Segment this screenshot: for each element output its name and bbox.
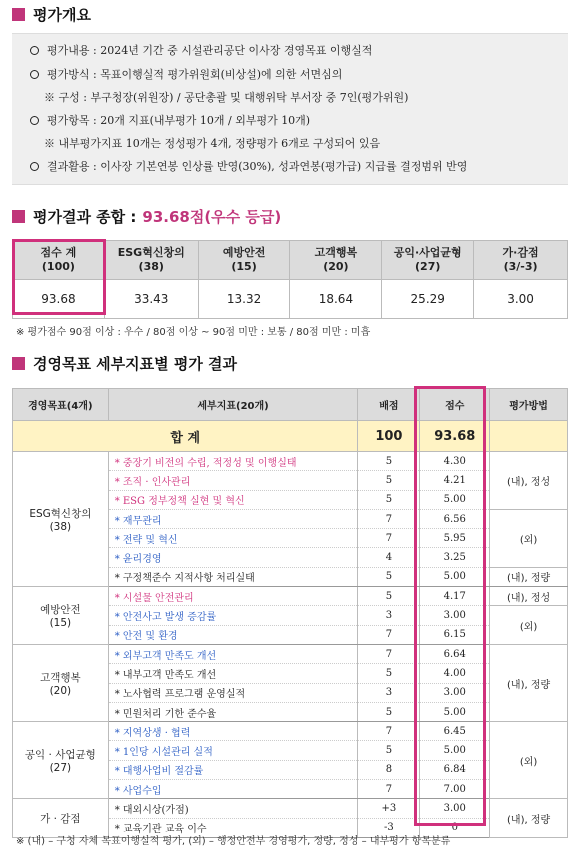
score-cell: 5.00 — [420, 567, 490, 586]
goal-name: 고객행복 — [40, 671, 81, 684]
table-row — [13, 722, 568, 741]
overview-line: 평가방식 : 목표이행실적 평가위원회(비상설)에 의한 서면심의 — [30, 66, 342, 82]
overview-title: 평가개요 — [33, 6, 91, 24]
goal-name: ESG혁신창의 — [29, 507, 92, 520]
points-cell: 5 — [358, 664, 420, 683]
points-cell: 5 — [358, 452, 420, 471]
method-cell: (내), 정성 — [490, 587, 568, 606]
method-cell: (외) — [490, 722, 568, 799]
score-cell: 6.84 — [420, 760, 490, 779]
summary-header: 점수 계 (100) — [13, 241, 105, 280]
indicator-cell: * 지역상생 · 협력 — [108, 722, 358, 741]
detail-header: 배점 — [358, 389, 420, 421]
indicator-cell: * 전략 및 혁신 — [108, 529, 358, 548]
circle-bullet-icon — [30, 116, 39, 125]
score-cell: 6.56 — [420, 509, 490, 528]
summary-value: 25.29 — [382, 280, 474, 319]
indicator-cell: * 중장기 비전의 수립, 적정성 및 이행실태 — [108, 452, 358, 471]
goal-weight: (38) — [49, 520, 72, 533]
overview-line: 평가항목 : 20개 지표(내부평가 10개 / 외부평가 10개) — [30, 112, 310, 128]
circle-bullet-icon — [30, 70, 39, 79]
points-cell: +3 — [358, 799, 420, 818]
summary-header: 예방안전 (15) — [198, 241, 290, 280]
goal-cell — [13, 722, 109, 799]
score-cell: 5.00 — [420, 702, 490, 721]
points-cell: 5 — [358, 567, 420, 586]
points-cell: 7 — [358, 529, 420, 548]
summary-header: 고객행복 (20) — [290, 241, 382, 280]
summary-header: 공익·사업균형 (27) — [382, 241, 474, 280]
indicator-cell: * 재무관리 — [108, 509, 358, 528]
section-marker-icon — [12, 357, 25, 370]
points-cell: 4 — [358, 548, 420, 567]
points-cell: -3 — [358, 818, 420, 837]
points-cell: 5 — [358, 490, 420, 509]
summary-value: 93.68 — [13, 280, 105, 319]
table-row — [13, 799, 568, 818]
overview-note: ※ 내부평가지표 10개는 정성평가 4개, 정량평가 6개로 구성되어 있음 — [44, 137, 381, 150]
summary-value: 3.00 — [474, 280, 568, 319]
method-cell: (내), 정량 — [490, 567, 568, 586]
indicator-cell: * 사업수입 — [108, 780, 358, 799]
total-score: 93.68 — [420, 421, 490, 452]
points-cell: 7 — [358, 509, 420, 528]
method-cell: (외) — [490, 509, 568, 567]
method-cell: (내), 정량 — [490, 644, 568, 721]
summary-value: 18.64 — [290, 280, 382, 319]
score-cell: 4.17 — [420, 587, 490, 606]
points-cell: 7 — [358, 780, 420, 799]
table-row — [13, 644, 568, 663]
indicator-cell: * 안전 및 환경 — [108, 625, 358, 644]
indicator-cell: * 시설물 안전관리 — [108, 587, 358, 606]
points-cell: 5 — [358, 587, 420, 606]
summary-header: ESG혁신창의 (38) — [104, 241, 198, 280]
detail-header-row — [13, 389, 568, 421]
section-marker-icon — [12, 8, 25, 21]
result-title: 평가결과 종합 : — [33, 208, 137, 226]
detail-header: 점수 — [420, 389, 490, 421]
table-row — [13, 452, 568, 471]
footnote: ※ (내) – 구청 자체 목표이행실적 평가, (외) – 행정안전부 경영평가, 정량, 정성 – 내부평가 항목분류 — [16, 836, 451, 847]
score-cell: 6.15 — [420, 625, 490, 644]
total-label: 합 계 — [13, 421, 358, 452]
overview-heading — [12, 4, 91, 25]
goal-weight: (27) — [49, 761, 72, 774]
detail-header: 경영목표(4개) — [13, 389, 109, 421]
method-cell: (외) — [490, 606, 568, 645]
score-cell: 3.00 — [420, 606, 490, 625]
goal-name: 가 · 감점 — [40, 812, 81, 825]
score-cell: 3.00 — [420, 799, 490, 818]
goal-weight: (20) — [49, 684, 72, 697]
overview-note: ※ 구성 : 부구청장(위원장) / 공단총괄 및 대행위탁 부서장 중 7인(평가위원) — [44, 91, 409, 104]
section-marker-icon — [12, 210, 25, 223]
score-cell: 3.00 — [420, 683, 490, 702]
score-cell: 5.95 — [420, 529, 490, 548]
score-cell: 6.64 — [420, 644, 490, 663]
points-cell: 7 — [358, 722, 420, 741]
score-cell: 4.00 — [420, 664, 490, 683]
detail-heading — [12, 353, 237, 374]
indicator-cell: * 내부고객 만족도 개선 — [108, 664, 358, 683]
detail-table — [12, 388, 568, 838]
goal-name: 예방안전 — [40, 604, 81, 617]
score-cell: 0 — [420, 818, 490, 837]
total-method — [490, 421, 568, 452]
points-cell: 5 — [358, 702, 420, 721]
total-row — [13, 421, 568, 452]
detail-title: 경영목표 세부지표별 평가 결과 — [33, 355, 238, 373]
goal-weight: (15) — [49, 617, 72, 630]
indicator-cell: * ESG 정부정책 실현 및 혁신 — [108, 490, 358, 509]
goal-cell — [13, 587, 109, 645]
indicator-cell: * 구정책준수 지적사항 처리실태 — [108, 567, 358, 586]
result-heading — [12, 206, 281, 227]
overview-box — [12, 33, 568, 185]
score-cell: 6.45 — [420, 722, 490, 741]
indicator-cell: * 교육기관 교육 이수 — [108, 818, 358, 837]
goal-name: 공익 · 사업균형 — [24, 748, 96, 761]
method-cell: (내), 정성 — [490, 452, 568, 510]
summary-header: 가·감점 (3/-3) — [474, 241, 568, 280]
overview-line: 결과활용 : 이사장 기본연봉 인상률 반영(30%), 성과연봉(평가급) 지급률 결정범위 반영 — [30, 158, 467, 174]
detail-header: 세부지표(20개) — [108, 389, 358, 421]
summary-header-row — [13, 241, 568, 280]
points-cell: 3 — [358, 683, 420, 702]
indicator-cell: * 1인당 시설관리 실적 — [108, 741, 358, 760]
indicator-cell: * 안전사고 발생 증감률 — [108, 606, 358, 625]
table-row — [13, 587, 568, 606]
indicator-cell: * 외부고객 만족도 개선 — [108, 644, 358, 663]
summary-value-row — [13, 280, 568, 319]
circle-bullet-icon — [30, 46, 39, 55]
score-cell: 3.25 — [420, 548, 490, 567]
points-cell: 8 — [358, 760, 420, 779]
indicator-cell: * 대행사업비 절감률 — [108, 760, 358, 779]
points-cell: 3 — [358, 606, 420, 625]
points-cell: 7 — [358, 625, 420, 644]
circle-bullet-icon — [30, 162, 39, 171]
score-cell: 5.00 — [420, 741, 490, 760]
method-cell: (내), 정량 — [490, 799, 568, 838]
points-cell: 5 — [358, 471, 420, 490]
summary-value: 33.43 — [104, 280, 198, 319]
score-cell: 5.00 — [420, 490, 490, 509]
summary-value: 13.32 — [198, 280, 290, 319]
overview-line: 평가내용 : 2024년 기간 중 시설관리공단 이사장 경영목표 이행실적 — [30, 42, 372, 58]
total-points: 100 — [358, 421, 420, 452]
indicator-cell: * 대외시상(가점) — [108, 799, 358, 818]
score-cell: 4.21 — [420, 471, 490, 490]
goal-cell — [13, 452, 109, 587]
points-cell: 7 — [358, 644, 420, 663]
score-cell: 7.00 — [420, 780, 490, 799]
goal-cell — [13, 644, 109, 721]
summary-table — [12, 240, 568, 319]
detail-header: 평가방법 — [490, 389, 568, 421]
points-cell: 5 — [358, 741, 420, 760]
indicator-cell: * 노사협력 프로그램 운영실적 — [108, 683, 358, 702]
score-cell: 4.30 — [420, 452, 490, 471]
indicator-cell: * 윤리경영 — [108, 548, 358, 567]
indicator-cell: * 조직 · 인사관리 — [108, 471, 358, 490]
grade-note: ※ 평가점수 90점 이상 : 우수 / 80점 이상 ~ 90점 미만 : 보통 / 80점 미만 : 미흡 — [16, 327, 371, 338]
indicator-cell: * 민원처리 기한 준수율 — [108, 702, 358, 721]
result-score: 93.68점(우수 등급) — [142, 208, 282, 226]
